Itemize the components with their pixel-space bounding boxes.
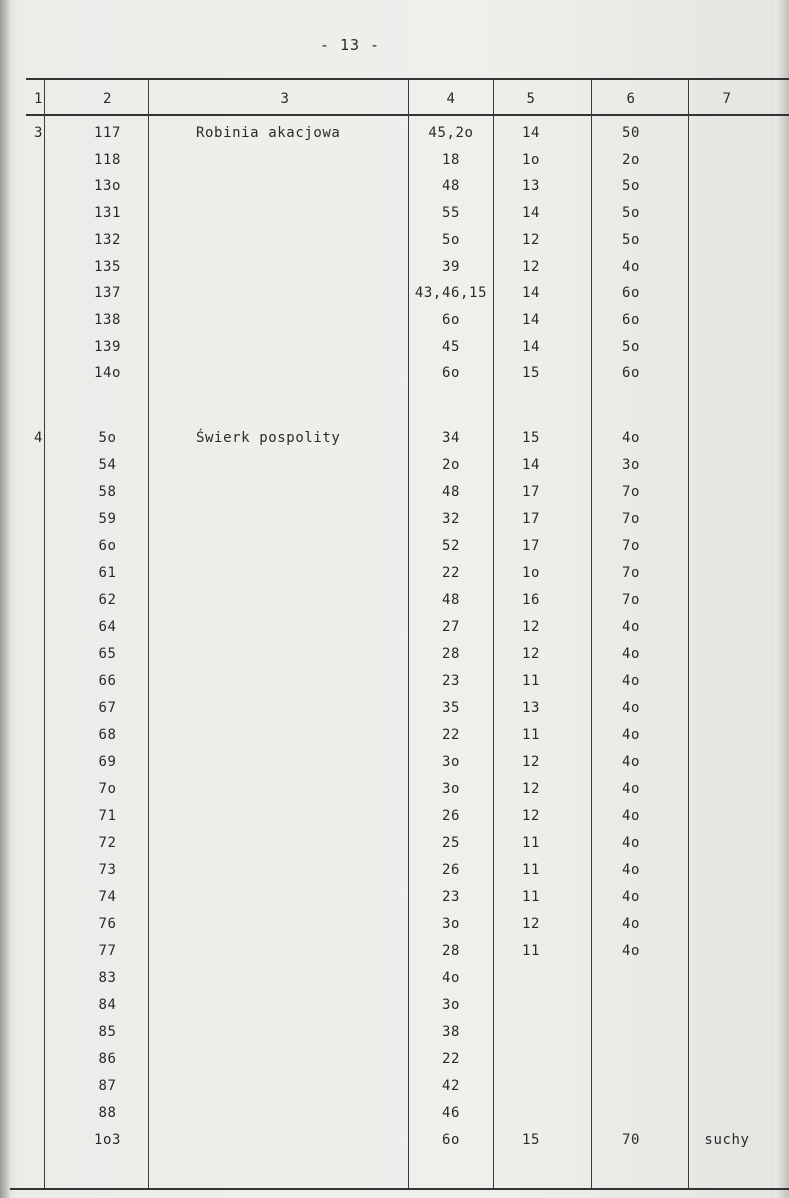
value-cell-c6: 7o [621, 484, 641, 500]
value-cell-c4: 55 [441, 205, 461, 222]
value-cell-c6: 4o [621, 916, 641, 932]
binding-shadow [0, 0, 10, 1198]
value-cell-c4: 48 [441, 484, 461, 500]
value-cell-c5: 14 [521, 457, 541, 473]
value-cell-c6: 4o [621, 673, 641, 689]
value-cell-c5: 14 [521, 285, 541, 302]
table-bottom-rule [10, 1188, 789, 1190]
value-cell-c5: 14 [521, 311, 541, 328]
value-cell-c5: 11 [521, 889, 541, 905]
tree-number-cell: 65 [98, 646, 117, 662]
value-cell-c5: 1o [521, 565, 541, 581]
column-divider [44, 80, 45, 1188]
species-cell: Świerk pospolity [196, 430, 341, 446]
tree-number-cell: 54 [98, 457, 117, 473]
value-cell-c5: 12 [521, 646, 541, 662]
column-divider [591, 80, 592, 1188]
tree-number-cell: 86 [98, 1051, 117, 1067]
value-cell-c5: 17 [521, 511, 541, 527]
value-cell-c5: 15 [521, 1132, 541, 1148]
tree-number-cell: 83 [98, 970, 117, 986]
value-cell-c6: 7o [621, 565, 641, 581]
tree-number-cell: 69 [98, 754, 117, 770]
value-cell-c4: 6o [441, 365, 461, 382]
value-cell-c5: 14 [521, 205, 541, 222]
tree-number-cell: 137 [93, 285, 122, 302]
value-cell-c6: 6o [621, 311, 641, 328]
value-cell-c4: 4o [441, 970, 461, 986]
value-cell-c4: 27 [441, 619, 461, 635]
header-cell: 2 [102, 91, 113, 107]
value-cell-c5: 15 [521, 430, 541, 446]
value-cell-c4: 28 [441, 646, 461, 662]
row-index-cell: 4 [34, 430, 44, 446]
value-cell-c6: 4o [621, 835, 641, 851]
tree-number-cell: 117 [93, 125, 122, 141]
value-cell-c6: 4o [621, 889, 641, 905]
tree-number-cell: 118 [93, 151, 122, 168]
species-cell: Robinia akacjowa [196, 125, 341, 141]
value-cell-c4: 52 [441, 538, 461, 554]
value-cell-c4: 48 [441, 178, 461, 195]
value-cell-c6: 3o [621, 457, 641, 473]
tree-number-cell: 13o [93, 178, 122, 195]
tree-number-cell: 87 [98, 1078, 117, 1094]
header-cell: 7 [722, 91, 732, 107]
value-cell-c6: 4o [621, 700, 641, 716]
header-cell: 1 [34, 91, 44, 107]
value-cell-c4: 3o [441, 781, 461, 797]
tree-number-cell: 1o3 [93, 1132, 122, 1148]
value-cell-c5: 11 [521, 673, 541, 689]
value-cell-c4: 34 [441, 430, 461, 446]
value-cell-c6: 4o [621, 943, 641, 959]
column-divider [148, 80, 149, 1188]
value-cell-c6: 7o [621, 511, 641, 527]
column-divider [688, 80, 689, 1188]
value-cell-c5: 14 [521, 338, 541, 355]
value-cell-c4: 39 [441, 258, 461, 275]
tree-number-cell: 58 [98, 484, 117, 500]
value-cell-c4: 46 [441, 1105, 461, 1121]
row-index-cell: 3 [34, 125, 44, 141]
value-cell-c6: 5o [621, 338, 641, 355]
tree-number-cell: 71 [98, 808, 117, 824]
tree-number-cell: 84 [98, 997, 117, 1013]
value-cell-c4: 45,2o [428, 125, 474, 141]
value-cell-c4: 3o [441, 916, 461, 932]
tree-number-cell: 131 [93, 205, 122, 222]
tree-number-cell: 64 [98, 619, 117, 635]
value-cell-c4: 43,46,15 [414, 285, 488, 302]
tree-number-cell: 73 [98, 862, 117, 878]
value-cell-c4: 35 [441, 700, 461, 716]
value-cell-c4: 3o [441, 754, 461, 770]
value-cell-c5: 12 [521, 808, 541, 824]
tree-number-cell: 59 [98, 511, 117, 527]
header-cell: 6 [626, 91, 636, 107]
value-cell-c6: 70 [621, 1132, 641, 1148]
value-cell-c5: 13 [521, 700, 541, 716]
value-cell-c4: 22 [441, 565, 461, 581]
tree-number-cell: 66 [98, 673, 117, 689]
value-cell-c5: 11 [521, 727, 541, 743]
value-cell-c5: 11 [521, 862, 541, 878]
value-cell-c4: 26 [441, 862, 461, 878]
value-cell-c5: 17 [521, 538, 541, 554]
value-cell-c4: 18 [441, 151, 461, 168]
header-cell: 4 [446, 91, 456, 107]
tree-number-cell: 72 [98, 835, 117, 851]
value-cell-c4: 32 [441, 511, 461, 527]
value-cell-c4: 38 [441, 1024, 461, 1040]
value-cell-c5: 12 [521, 231, 541, 248]
page-number: - 13 - [319, 36, 381, 54]
tree-number-cell: 14o [93, 365, 122, 382]
header-cell: 5 [526, 91, 536, 107]
value-cell-c4: 23 [441, 889, 461, 905]
value-cell-c6: 4o [621, 258, 641, 275]
tree-number-cell: 139 [93, 338, 122, 355]
tree-number-cell: 132 [93, 231, 122, 248]
value-cell-c4: 22 [441, 727, 461, 743]
value-cell-c4: 2o [441, 457, 461, 473]
tree-number-cell: 85 [98, 1024, 117, 1040]
value-cell-c4: 5o [441, 231, 461, 248]
value-cell-c6: 4o [621, 619, 641, 635]
header-cell: 3 [280, 91, 290, 107]
value-cell-c6: 6o [621, 365, 641, 382]
value-cell-c4: 26 [441, 808, 461, 824]
value-cell-c4: 22 [441, 1051, 461, 1067]
tree-number-cell: 138 [93, 311, 122, 328]
value-cell-c4: 25 [441, 835, 461, 851]
value-cell-c6: 4o [621, 808, 641, 824]
value-cell-c5: 12 [521, 754, 541, 770]
value-cell-c5: 16 [521, 592, 541, 608]
value-cell-c6: 5o [621, 178, 641, 195]
value-cell-c6: 4o [621, 727, 641, 743]
value-cell-c5: 12 [521, 619, 541, 635]
tree-number-cell: 67 [98, 700, 117, 716]
value-cell-c6: 6o [621, 285, 641, 302]
value-cell-c5: 12 [521, 258, 541, 275]
tree-number-cell: 88 [98, 1105, 117, 1121]
value-cell-c5: 12 [521, 781, 541, 797]
value-cell-c6: 5o [621, 205, 641, 222]
value-cell-c4: 48 [441, 592, 461, 608]
value-cell-c6: 7o [621, 592, 641, 608]
value-cell-c6: 4o [621, 430, 641, 446]
value-cell-c5: 12 [521, 916, 541, 932]
value-cell-c6: 2o [621, 151, 641, 168]
tree-number-cell: 62 [98, 592, 117, 608]
tree-number-cell: 7o [98, 781, 117, 797]
value-cell-c6: 4o [621, 754, 641, 770]
value-cell-c5: 17 [521, 484, 541, 500]
value-cell-c6: 4o [621, 781, 641, 797]
value-cell-c6: 50 [621, 125, 641, 141]
value-cell-c5: 11 [521, 943, 541, 959]
value-cell-c6: 4o [621, 646, 641, 662]
page-edge-shadow [775, 0, 789, 1198]
value-cell-c5: 1o [521, 151, 541, 168]
value-cell-c5: 11 [521, 835, 541, 851]
tree-number-cell: 74 [98, 889, 117, 905]
value-cell-c5: 13 [521, 178, 541, 195]
value-cell-c4: 42 [441, 1078, 461, 1094]
tree-number-cell: 6o [98, 538, 117, 554]
value-cell-c6: 5o [621, 231, 641, 248]
value-cell-c4: 28 [441, 943, 461, 959]
value-cell-c4: 6o [441, 311, 461, 328]
value-cell-c4: 6o [441, 1132, 461, 1148]
tree-number-cell: 5o [98, 430, 117, 446]
value-cell-c4: 3o [441, 997, 461, 1013]
tree-number-cell: 61 [98, 565, 117, 581]
value-cell-c4: 45 [441, 338, 461, 355]
value-cell-c7: suchy [704, 1132, 750, 1148]
tree-number-cell: 76 [98, 916, 117, 932]
value-cell-c4: 23 [441, 673, 461, 689]
value-cell-c6: 7o [621, 538, 641, 554]
tree-number-cell: 135 [93, 258, 122, 275]
value-cell-c5: 15 [521, 365, 541, 382]
value-cell-c6: 4o [621, 862, 641, 878]
tree-number-cell: 77 [98, 943, 117, 959]
tree-number-cell: 68 [98, 727, 117, 743]
value-cell-c5: 14 [521, 125, 541, 141]
